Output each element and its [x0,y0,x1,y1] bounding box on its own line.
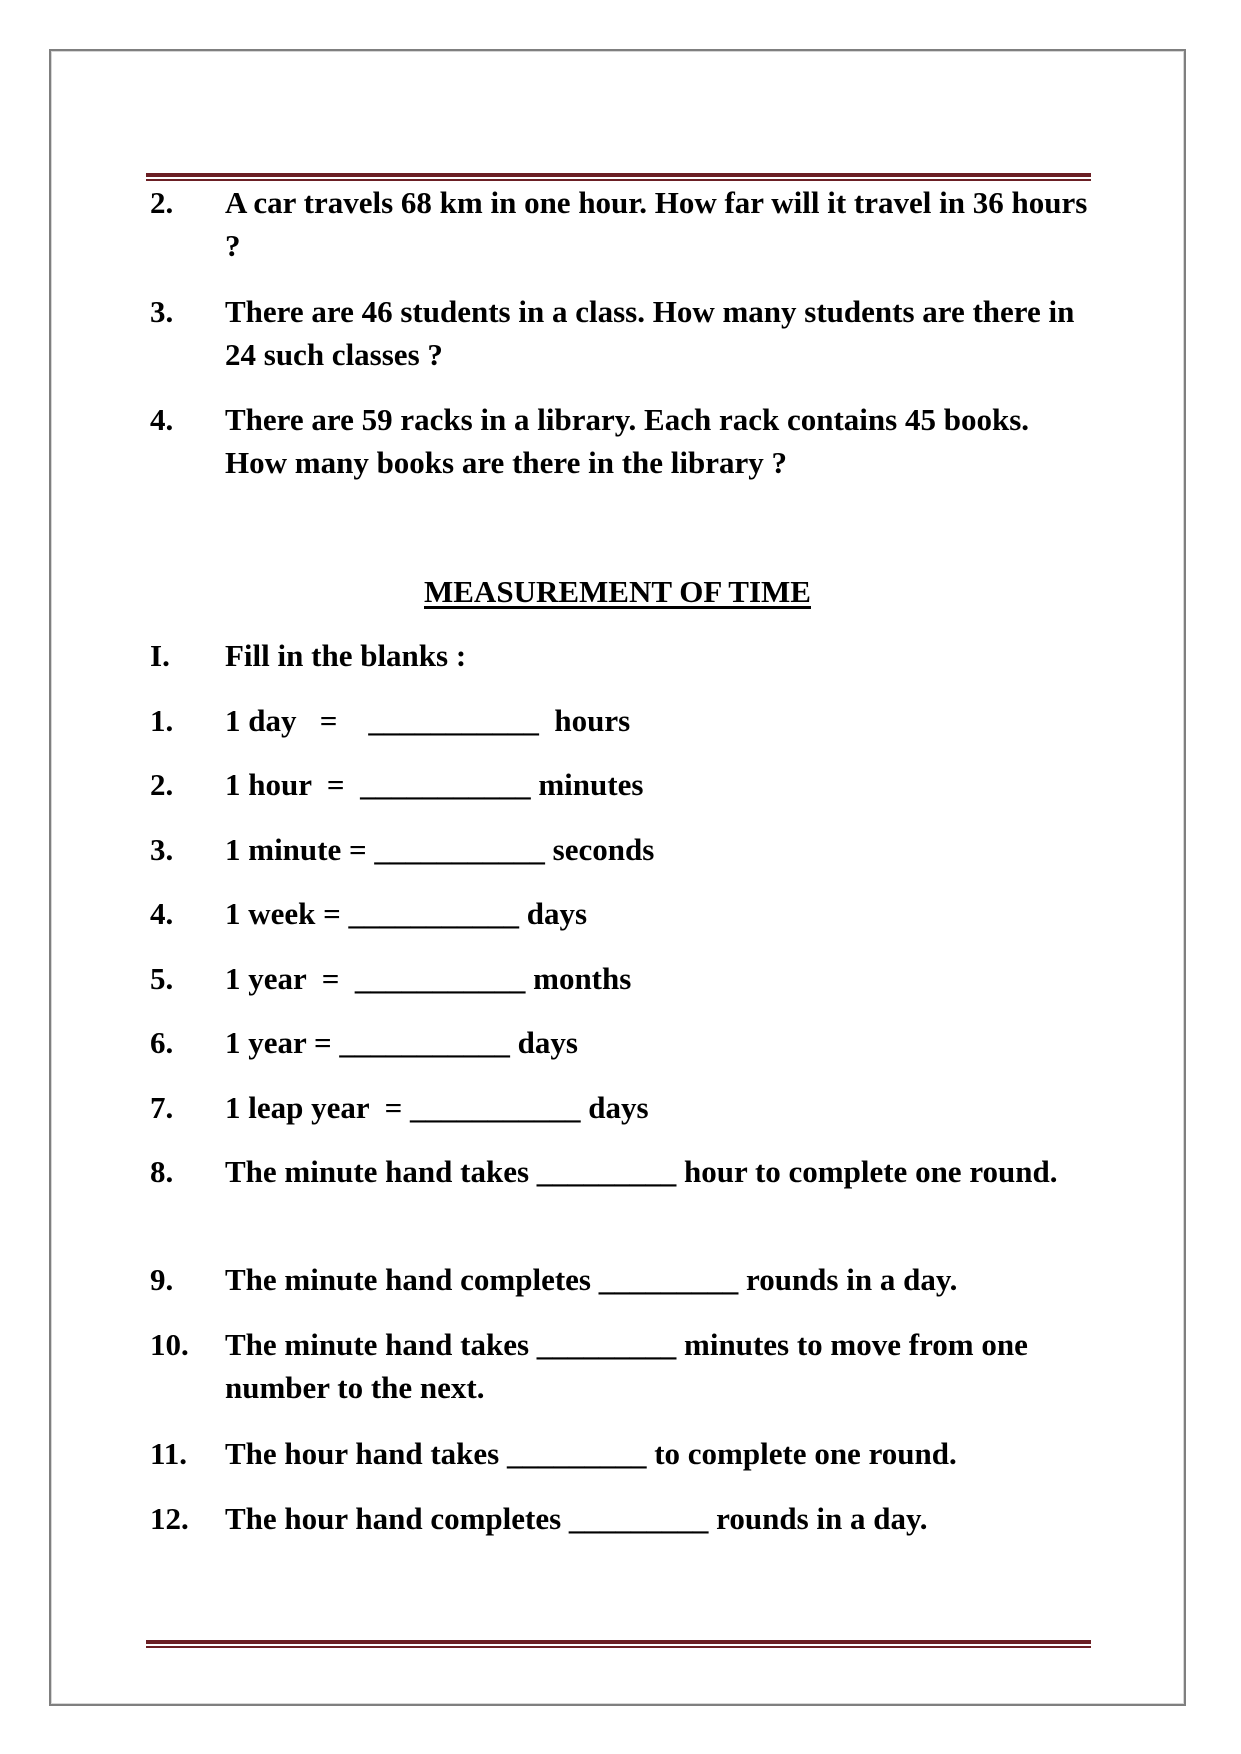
section-title [0,570,1241,613]
instruction-number: I. [150,638,170,673]
blank-number: 4. [150,896,174,931]
problem-number: 2. [150,185,174,220]
blank-text: 1 day = ___________ hours [225,703,631,738]
blank-text: 1 leap year = ___________ days [225,1090,649,1125]
blank-number: 3. [150,832,174,867]
blank-number: 9. [150,1262,174,1297]
blank-number: 11. [150,1436,188,1471]
problem-text: A car travels 68 km in one hour. How far will it travel in 36 hours ? [225,185,1088,263]
blank-number: 1. [150,703,174,738]
blank-text: The minute hand completes _________ rounds in a day. [225,1262,958,1297]
bottom-divider [146,1640,1091,1648]
problem-number: 3. [150,294,174,329]
blank-text: The hour hand takes _________ to complete one round. [225,1436,957,1471]
problem-text: There are 46 students in a class. How many students are there in 24 such classes ? [225,294,1075,372]
blank-text: 1 hour = ___________ minutes [225,767,644,802]
section-title-text: MEASUREMENT OF TIME [424,574,811,609]
blank-text: The minute hand takes _________ minutes to move from one number to the next. [225,1327,1028,1405]
blank-number: 6. [150,1025,174,1060]
blank-number: 12. [150,1501,189,1536]
blank-number: 5. [150,961,174,996]
instruction-text: Fill in the blanks : [225,638,467,673]
top-divider [146,173,1091,181]
blank-number: 10. [150,1327,189,1362]
blank-number: 7. [150,1090,174,1125]
blank-text: The minute hand takes _________ hour to complete one round. [225,1154,1058,1189]
blank-text: 1 year = ___________ months [225,961,632,996]
problem-text: There are 59 racks in a library. Each rack contains 45 books. How many books are there in the library ? [225,402,1030,480]
blank-text: 1 year = ___________ days [225,1025,578,1060]
blank-text: The hour hand completes _________ rounds in a day. [225,1501,928,1536]
blank-number: 8. [150,1154,174,1189]
blank-number: 2. [150,767,174,802]
problem-number: 4. [150,402,174,437]
blank-text: 1 week = ___________ days [225,896,588,931]
blank-text: 1 minute = ___________ seconds [225,832,655,867]
